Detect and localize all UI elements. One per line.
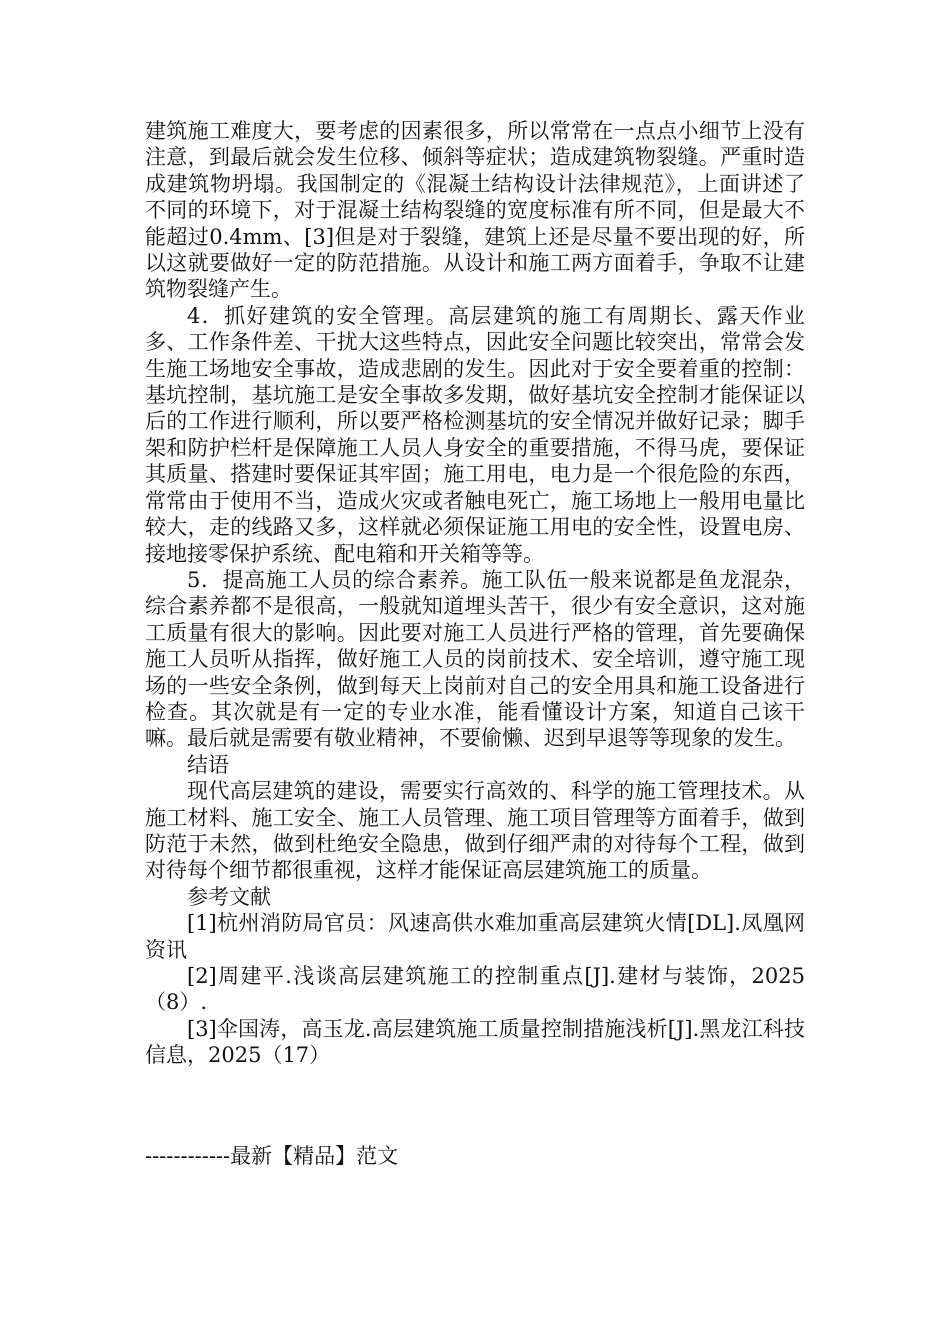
reference-item-1: [1]杭州消防局官员：风速高供水难加重高层建筑火情[DL].凤凰网资讯: [145, 911, 805, 962]
paragraph-safety-management: 4．抓好建筑的安全管理。高层建筑的施工有周期长、露天作业多、工作条件差、干扰大这些特点，因此安全问题比较突出，常常会发生施工场地安全事故，造成悲剧的发生。因此对于安全要着重的控制：基坑控制，基坑施工是安全事故多发期，做好基坑安全控制才能保证以后的工作进行顺利，所以要严格检测基坑的安全情况并做好记录；脚手架和防护栏杆是保障施工人员人身安全的重要措施，不得马虎，要保证其质量、搭建时要保证其牢固；施工用电，电力是一个很危险的东西，常常由于使用不当，造成火灾或者触电死亡，施工场地上一般用电量比较大，走的线路又多，这样就必须保证施工用电的安全性，设置电房、接地接零保护系统、配电箱和开关箱等等。: [145, 303, 805, 566]
conclusion-heading: 结语: [187, 752, 229, 777]
reference-item-3: [3]伞国涛，高玉龙.高层建筑施工质量控制措施浅析[J].黑龙江科技信息，2025（17）: [145, 1016, 805, 1068]
page-footer: ------------最新【精品】范文: [145, 1144, 399, 1168]
reference-item-2: [2]周建平.浅谈高层建筑施工的控制重点[J].建材与装饰，2025（8）.: [145, 964, 805, 1015]
paragraph-conclusion: 现代高层建筑的建设，需要实行高效的、科学的施工管理技术。从施工材料、施工安全、施工人员管理、施工项目管理等方面着手，做到防范于未然，做到杜绝安全隐患，做到仔细严肃的对待每个工程，做到对待每个细节都很重视，这样才能保证高层建筑施工的质量。: [145, 779, 805, 883]
paragraph-worker-quality: 5．提高施工人员的综合素养。施工队伍一般来说都是鱼龙混杂，综合素养都不是很高，一般就知道埋头苦干，很少有安全意识，这对施工质量有很大的影响。因此要对施工人员进行严格的管理，首先要确保施工人员听从指挥，做好施工人员的岗前技术、安全培训，遵守施工现场的一些安全条例，做到每天上岗前对自己的安全用具和施工设备进行检查。其次就是有一定的专业水准，能看懂设计方案，知道自己该干嘛。最后就是需要有敬业精神，不要偷懒、迟到早退等等现象的发生。: [145, 567, 805, 751]
document-body: [145, 118, 805, 1069]
references-heading: 参考文献: [187, 884, 271, 909]
paragraph-crack-prevention: 建筑施工难度大，要考虑的因素很多，所以常常在一点点小细节上没有注意，到最后就会发生位移、倾斜等症状；造成建筑物裂缝。严重时造成建筑物坍塌。我国制定的《混凝土结构设计法律规范》，上面讲述了不同的环境下，对于混凝土结构裂缝的宽度标准有所不同，但是最大不能超过0.4mm、[3]但是对于裂缝，建筑上还是尽量不要出现的好，所以这就要做好一定的防范措施。从设计和施工两方面着手，争取不让建筑物裂缝产生。: [145, 119, 805, 302]
